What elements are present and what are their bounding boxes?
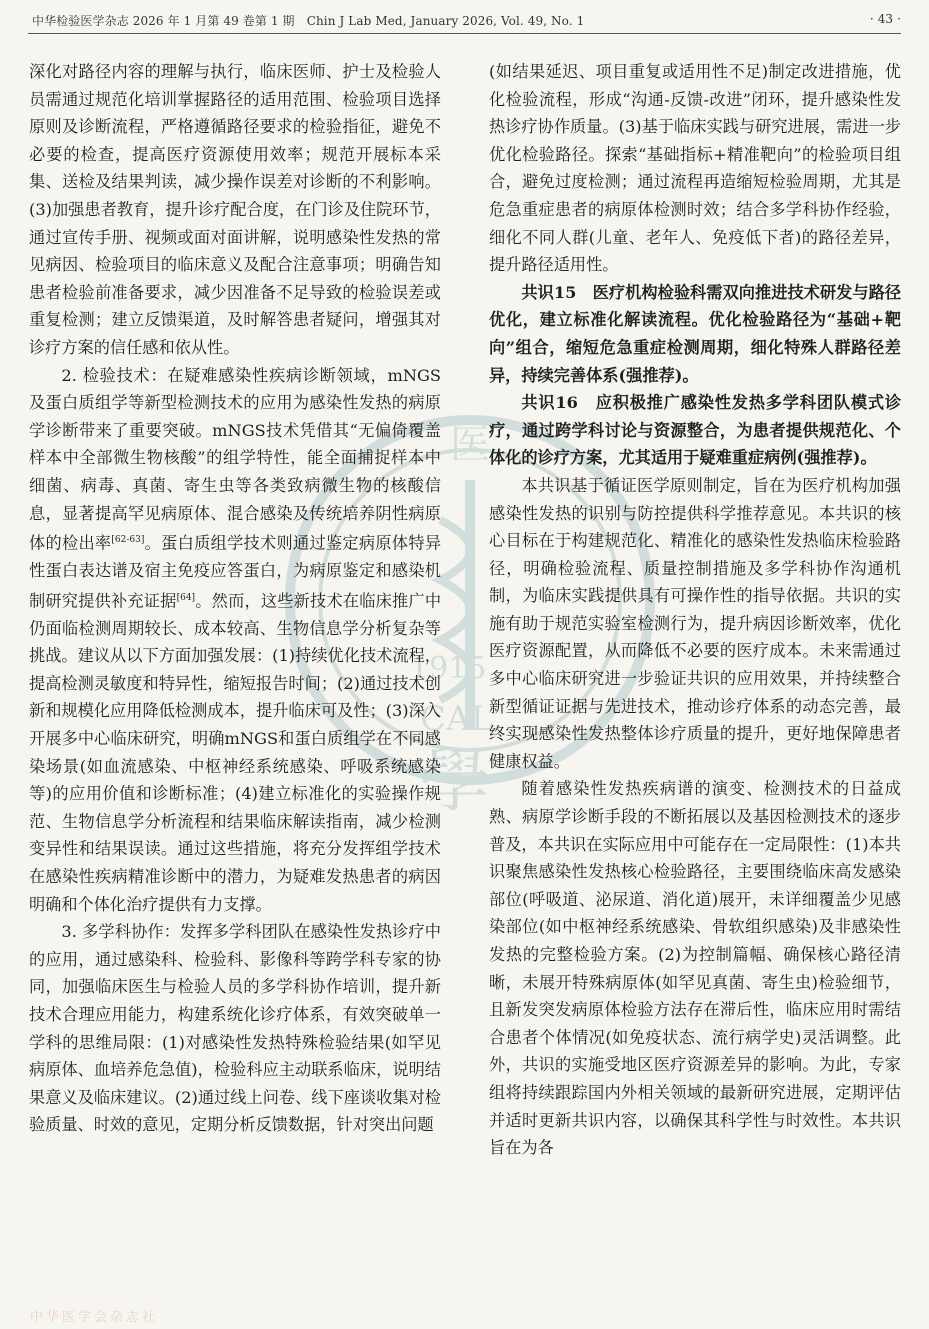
header-divider xyxy=(28,33,901,34)
paragraph-limitations: 随着感染性发热疾病谱的演变、检测技术的日益成熟、病原学诊断手段的不断拓展以及基因检测技术的逐步普及，本共识在实际应用中可能存在一定局限性：(1)本共识聚焦感染性发热核心检验路径，主要围绕临床高发感染部位(呼吸道、泌尿道、消化道)展开，未详细覆盖少见感染部位(如中枢神经系统感染、骨软组织感染)及非感染性发热的完整检验方案。(2)为控制篇幅、确保核心路径清晰，未展开特殊病原体(如罕见真菌、寄生虫)检验细节，且新发突发病原体检验方法存在滞后性，临床应用时需结合患者个体情况(如免疫状态、流行病学史)灵活调整。此外，共识的实施受地区医疗资源差异的影响。为此，专家组将持续跟踪国内外相关领域的最新研究进展，定期评估并适时更新共识内容，以确保其科学性与时效性。本共识旨在为各 xyxy=(489,779,901,1158)
paragraph-summary: 本共识基于循证医学原则制定，旨在为医疗机构加强感染性发热的识别与防控提供科学推荐意见。本共识的核心目标在于构建规范化、精准化的感染性发热临床检验路径，明确检验流程、质量控制措施及多学科协作沟通机制，为临床实践提供具有可操作性的指导依据。共识的实施有助于规范实验室检测行为，提升病因诊断效率，优化医疗资源配置，从而降低不必要的医疗成本。未来需通过多中心临床研究进一步验证共识的应用效果，并持续整合新型循证证据与先进技术，推动诊疗体系的动态完善，最终实现感染性发热整体诊疗质量的提升，更好地保障患者健康权益。 xyxy=(489,475,901,771)
publisher-name: 中华医学会杂志社 xyxy=(30,1310,159,1325)
paragraph-lab-technology: 2. 检验技术：在疑难感染性疾病诊断领域，mNGS及蛋白质组学等新型检测技术的应用为感染性发热的病原学诊断带来了重要突破。mNGS技术凭借其“无偏倚覆盖样本中全部微生物核酸”的组学特性，能全面捕捉样本中细菌、病毒、真菌、寄生虫等各类致病微生物的核酸信息，显著提高罕见病原体、混合感染及传统培养阴性病原体的检出率[62-63]。蛋白质组学技术则通过鉴定病原体特异性蛋白表达谱及宿主免疫应答蛋白，为病原鉴定和感染机制研究提供补充证据[64]。然而，这些新技术在临床推广中仍面临检测周期较长、成本较高、生物信息学分析复杂等挑战。建议从以下方面加强发展：(1)持续优化技术流程，提高检测灵敏度和特异性，缩短报告时间；(2)通过技术创新和规模化应用降低检测成本，提升临床可及性；(3)深入开展多中心临床研究，明确mNGS和蛋白质组学在不同感染场景(如血流感染、中枢神经系统感染、呼吸系统感染等)的应用价值和诊断标准；(4)建立标准化的实验操作规范、生物信息学分析流程和结果临床解读指南，减少检测变异性和结果误读。通过这些措施，将充分发挥组学技术在感染性疾病精准诊断中的潜力，为疑难发热患者的病因明确和个体化治疗提供有力支撑。 xyxy=(29,365,442,914)
seal-glyph: 医 xyxy=(450,422,490,468)
seal-glyph-bottom: 學 xyxy=(420,740,490,810)
running-header xyxy=(28,10,901,32)
seal-year: 1915 xyxy=(410,651,487,686)
page-number: · 43 · xyxy=(869,12,901,26)
paragraph: 深化对路径内容的理解与执行，临床医师、护士及检验人员需通过规范化培训掌握路径的适用范围、检验项目选择原则及诊断流程，严格遵循路径要求的检验指征，避免不必要的检查，提高医疗资源使用效率；规范开展标本采集、送检及结果判读，减少操作误差对诊断的不利影响。(3)加强患者教育，提升诊疗配合度，在门诊及住院环节，通过宣传手册、视频或面对面讲解，说明感染性发热的常见病因、检验项目的临床意义及配合注意事项；明确告知患者检验前准备要求，减少因准备不足导致的检验误差或重复检测；建立反馈渠道，及时解答患者疑问，增强其对诊疗方案的信任感和依从性。 xyxy=(29,62,441,357)
citation-ref: [64] xyxy=(176,592,196,603)
seal-text: CAL xyxy=(420,699,494,739)
right-column xyxy=(489,58,901,1162)
left-column xyxy=(29,58,441,1139)
paragraph: (如结果延迟、项目重复或适用性不足)制定改进措施，优化检验流程，形成“沟通-反馈-改进”闭环，提升感染性发热诊疗协作质量。(3)基于临床实践与研究进展，需进一步优化检验路径。探索“基础指标+精准靶向”的检验项目组合，避免过度检测；通过流程再造缩短检验周期，尤其是危急重症患者的病原体检测时效；结合多学科协作经验，细化不同人群(儿童、老年人、免疫低下者)的路径差异，提升路径适用性。 xyxy=(489,62,901,275)
consensus-16: 共识16 应积极推广感染性发热多学科团队模式诊疗，通过跨学科讨论与资源整合，为患者提供规范化、个体化的诊疗方案，尤其适用于疑难重症病例(强推荐)。 xyxy=(489,393,902,468)
citation-ref: [62-63] xyxy=(111,535,145,546)
publisher-watermark xyxy=(0,1296,420,1329)
paragraph-multidisciplinary: 3. 多学科协作：发挥多学科团队在感染性发热诊疗中的应用，通过感染科、检验科、影像科等跨学科专家的协同，加强临床医生与检验人员的多学科协作培训，提升新技术合理应用能力，构建系统化诊疗体系，有效突破单一学科的思维局限：(1)对感染性发热特殊检验结果(如罕见病原体、血培养危急值)，检验科应主动联系临床，说明结果意义及临床建议。(2)通过线上问卷、线下座谈收集对检验质量、时效的意见，定期分析反馈数据，针对突出问题 xyxy=(29,922,441,1135)
journal-citation: 中华检验医学杂志 2026 年 1 月第 49 卷第 1 期 Chin J Lab Med, January 2026, Vol. 49, No. 1 xyxy=(32,14,585,28)
consensus-15: 共识15 医疗机构检验科需双向推进技术研发与路径优化，建立标准化解读流程。优化检验路径为“基础+靶向”组合，缩短危急重症检测周期，细化特殊人群路径差异，持续完善体系(强推荐)。 xyxy=(489,282,902,385)
